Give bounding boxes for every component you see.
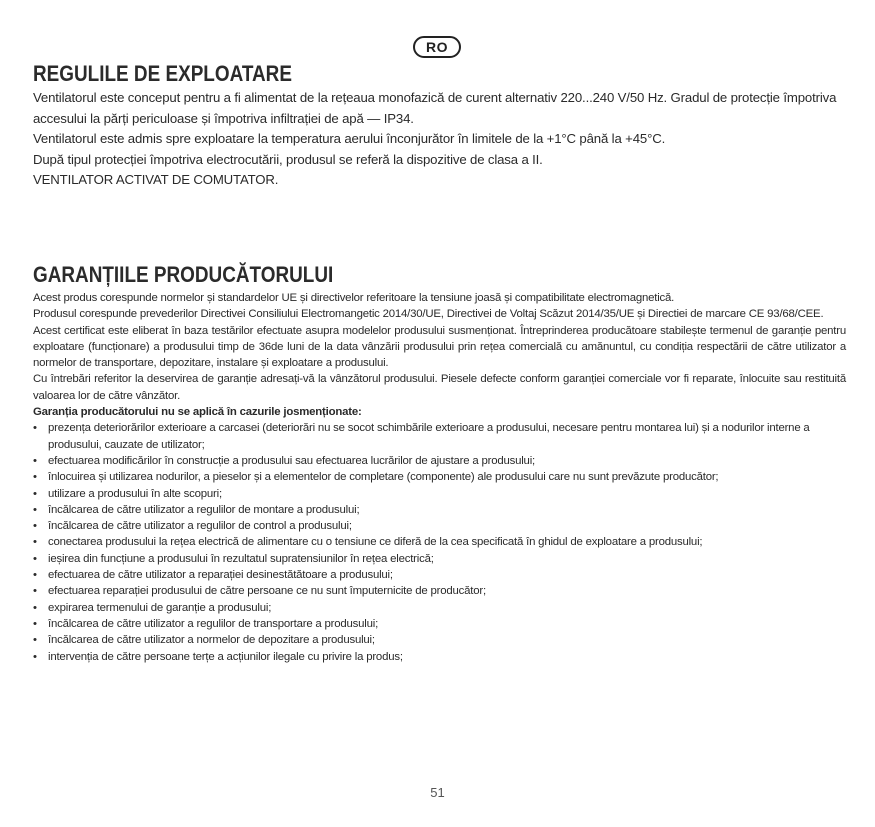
list-item-text: utilizare a produsului în alte scopuri; xyxy=(48,487,222,500)
list-item xyxy=(33,469,846,485)
bullet-icon: • xyxy=(33,617,37,630)
bullet-icon: • xyxy=(33,487,37,500)
list-item-text: încălcarea de către utilizator a regulilor de montare a produsului; xyxy=(48,503,360,516)
list-item-text: expirarea termenului de garanție a produsului; xyxy=(48,601,272,614)
list-item xyxy=(33,502,846,518)
list-item-text: ieșirea din funcțiune a produsului în rezultatul supratensiunilor în rețea electrică; xyxy=(48,552,434,565)
page-number: 51 xyxy=(430,785,445,800)
bullet-icon: • xyxy=(33,520,37,533)
warranty-paragraph: Acest certificat este eliberat în baza testărilor efectuate asupra modelelor produsului susmenționat. Întreprinderea producătoare stabilește termenul de garanție pentru exploatare (funcționare) a produsului timp de 36de luni de la data vânzării produsului prin rețea comercială cu amănuntul, cu condiția respectării de către utilizator a normelor de transportare, depozitare, instalare și exploatare a produsului. xyxy=(33,324,846,370)
list-item xyxy=(33,600,846,616)
list-item-text: efectuarea reparației produsului de către persoane ce nu sunt împuternicite de producător; xyxy=(48,585,486,598)
bullet-icon: • xyxy=(33,422,37,435)
warranty-paragraph: Produsul corespunde prevederilor Directivei Consiliului Electromangetic 2014/30/UE, Directivei de Voltaj Scăzut 2014/35/UE și Directiei de marcare CE 93/68/CEE. xyxy=(33,308,824,321)
operating-rules-title: REGULILE DE EXPLOATARE xyxy=(33,61,292,86)
list-item xyxy=(33,453,846,469)
operating-rules-text: Ventilatorul este admis spre exploatare la temperatura aerului înconjurător în limitele de la +1°C până la +45°C. xyxy=(33,131,666,146)
bullet-icon: • xyxy=(33,601,37,614)
list-item xyxy=(33,420,846,453)
list-item xyxy=(33,551,846,567)
warranty-paragraph: Cu întrebări referitor la deservirea de garanție adresați-vă la vânzătorul produsului. Piesele defecte conform garanției comerciale vor fi reparate, înlocuite sau restituită valoarea lor de către vânzător. xyxy=(33,373,846,402)
list-item-text: prezența deteriorărilor exterioare a carcasei (deteriorări nu se socot schimbările exterioare a produsului, necesare pentru montarea lui) și a nodurilor interne a produsului, cauzate de utilizator; xyxy=(48,422,810,451)
operating-rules-text: VENTILATOR ACTIVAT DE COMUTATOR. xyxy=(33,172,279,187)
bullet-icon: • xyxy=(33,503,37,516)
list-item-text: încălcarea de către utilizator a regulilor de transportare a produsului; xyxy=(48,617,379,630)
operating-rules-text: Ventilatorul este conceput pentru a fi alimentat de la rețeaua monofazică de curent alternativ 220...240 V/50 Hz. Gradul de protecție împotriva accesului la părți periculoase și împotriva infiltrației de apă — IP34. xyxy=(33,90,837,126)
bullet-icon: • xyxy=(33,650,37,663)
list-item-text: conectarea produsului la rețea electrică de alimentare cu o tensiune ce diferă de la cea specificată în ghidul de exploatare a produsului; xyxy=(48,536,703,549)
exclusions-heading: Garanția producătorului nu se aplică în cazurile josmenționate: xyxy=(33,406,362,419)
warranty-title: GARANȚIILE PRODUCĂTORULUI xyxy=(33,262,334,287)
list-item xyxy=(33,567,846,583)
list-item xyxy=(33,632,846,648)
list-item-text: încălcarea de către utilizator a normelor de depozitare a produsului; xyxy=(48,634,375,647)
bullet-icon: • xyxy=(33,585,37,598)
language-badge: RO xyxy=(413,36,461,58)
list-item-text: efectuarea modificărilor în construcție a produsului sau efectuarea lucrărilor de ajustare a produsului; xyxy=(48,454,535,467)
list-item-text: înlocuirea și utilizarea nodurilor, a pieselor și a elementelor de completare (componente) ale produsului care nu sunt prevăzute producător; xyxy=(48,471,719,484)
list-item xyxy=(33,583,846,599)
list-item xyxy=(33,649,846,665)
warranty-paragraph: Acest produs corespunde normelor și standardelor UE și directivelor referitoare la tensiune joasă și compatibilitate electromagnetică. xyxy=(33,292,675,304)
list-item-text: intervenția de către persoane terțe a acțiunilor ilegale cu privire la produs; xyxy=(48,650,403,663)
exclusions-list xyxy=(33,420,846,664)
list-item-text: efectuarea de către utilizator a reparației desinestătătoare a produsului; xyxy=(48,569,393,582)
list-item xyxy=(33,534,846,550)
list-item xyxy=(33,616,846,632)
bullet-icon: • xyxy=(33,536,37,549)
bullet-icon: • xyxy=(33,471,37,484)
bullet-icon: • xyxy=(33,569,37,582)
list-item-text: încălcarea de către utilizator a regulilor de control a produsului; xyxy=(48,520,352,533)
bullet-icon: • xyxy=(33,552,37,565)
operating-rules-text: După tipul protecției împotriva electrocutării, produsul se referă la dispozitive de clasa a II. xyxy=(33,151,543,167)
bullet-icon: • xyxy=(33,454,37,467)
operating-rules-section xyxy=(33,61,846,191)
list-item xyxy=(33,518,846,534)
bullet-icon: • xyxy=(33,634,37,647)
warranty-section xyxy=(33,262,846,665)
list-item xyxy=(33,486,846,502)
